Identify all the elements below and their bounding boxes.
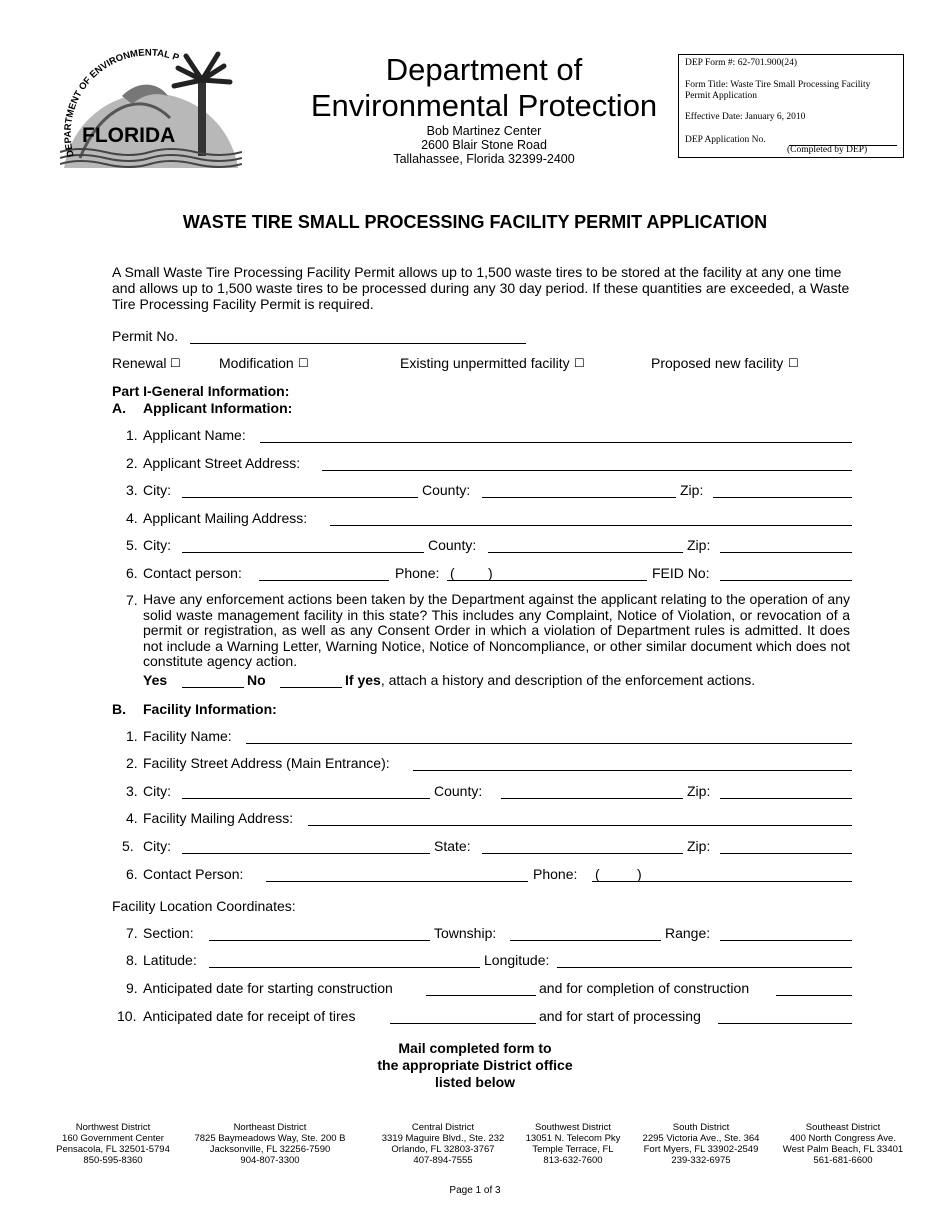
- applicant-street-label: Applicant Street Address:: [143, 455, 301, 471]
- dept-line2: Environmental Protection: [310, 88, 658, 123]
- dep-logo: [60, 48, 242, 170]
- section-a-letter: A.: [112, 400, 126, 416]
- department-address: [300, 124, 668, 166]
- existing-checkbox[interactable]: ☐: [574, 356, 585, 370]
- facility-contact-field[interactable]: [266, 881, 528, 882]
- phone-field[interactable]: [447, 580, 647, 581]
- section-field[interactable]: [209, 940, 430, 941]
- facility-phone-paren-open: (: [595, 866, 600, 882]
- item-number: 8.: [126, 952, 138, 968]
- applicant-name-field[interactable]: [260, 442, 852, 443]
- feid-field[interactable]: [720, 580, 852, 581]
- department-title: [300, 52, 668, 124]
- mailing-city-field[interactable]: [182, 552, 424, 553]
- addr-line3: Tallahassee, Florida 32399-2400: [393, 152, 575, 166]
- township-field[interactable]: [510, 940, 661, 941]
- district-city: West Palm Beach, FL 33401: [782, 1144, 904, 1155]
- mailing-zip-field[interactable]: [720, 552, 852, 553]
- facility-name-label: Facility Name:: [143, 728, 232, 744]
- applicant-zip-label: Zip:: [680, 482, 704, 498]
- item-number: 4.: [126, 510, 138, 526]
- mail-line3: listed below: [434, 1074, 516, 1090]
- district-name: Southeast District: [805, 1122, 881, 1133]
- district-southeast: [777, 1122, 909, 1166]
- start-processing-field[interactable]: [718, 1023, 852, 1024]
- district-city: Fort Myers, FL 33902-2549: [643, 1144, 759, 1155]
- mail-line2: the appropriate District office: [377, 1057, 573, 1073]
- facility-city-label: City:: [143, 783, 171, 799]
- district-city: Orlando, FL 32803-3767: [391, 1144, 495, 1155]
- district-address: 3319 Maguire Blvd., Ste. 232: [381, 1133, 505, 1144]
- addr-line1: Bob Martinez Center: [426, 124, 542, 138]
- facility-mailing-city-label: City:: [143, 838, 171, 854]
- longitude-label: Longitude:: [484, 952, 550, 968]
- district-name: Southwest District: [534, 1122, 612, 1133]
- yes-field[interactable]: [182, 687, 244, 688]
- mailing-zip-label: Zip:: [687, 537, 711, 553]
- latitude-label: Latitude:: [143, 952, 197, 968]
- page-title: WASTE TIRE SMALL PROCESSING FACILITY PERMIT APPLICATION: [182, 212, 768, 232]
- applicant-county-field[interactable]: [482, 497, 676, 498]
- section-a-heading: Applicant Information:: [143, 400, 293, 416]
- district-address: 7825 Baymeadows Way, Ste. 200 B: [194, 1133, 346, 1144]
- section-b-letter: B.: [112, 701, 126, 717]
- feid-label: FEID No:: [652, 565, 710, 581]
- if-yes-text: [345, 672, 755, 688]
- facility-mailing-field[interactable]: [308, 825, 852, 826]
- completion-field[interactable]: [776, 995, 852, 996]
- item-number: 2.: [126, 455, 138, 471]
- part1-heading: Part I-General Information:: [112, 383, 290, 399]
- item-number: 3.: [126, 482, 138, 498]
- facility-name-field[interactable]: [246, 743, 852, 744]
- enforcement-question: Have any enforcement actions been taken by the Department against the applicant relating to the operation of any solid waste management facility in this state? This includes any Complaint, Notice of Violation, or revocation of a permit or registration, as well as any Consent Order in which a violation of Department rules is admitted. It does not include a Warning Letter, Warning Notice, Notice of Noncompliance, or other similar document which does not constitute agency action.: [143, 591, 850, 669]
- phone-paren-close: ): [488, 565, 493, 581]
- facility-phone-paren-close: ): [637, 866, 642, 882]
- if-yes-rest: , attach a history and description of the enforcement actions.: [380, 672, 756, 688]
- phone-paren-open: (: [450, 565, 455, 581]
- page-number: Page 1 of 3: [449, 1185, 501, 1196]
- district-phone: 407-894-7555: [413, 1155, 473, 1166]
- district-city: Jacksonville, FL 32256-7590: [209, 1144, 331, 1155]
- latitude-field[interactable]: [209, 967, 480, 968]
- item-number: 7.: [126, 592, 138, 608]
- phone-label: Phone:: [395, 565, 440, 581]
- district-south: [631, 1122, 771, 1166]
- proposed-label: Proposed new facility: [651, 355, 784, 371]
- township-label: Township:: [434, 925, 497, 941]
- completion-label: and for completion of construction: [539, 980, 750, 996]
- existing-label: Existing unpermitted facility: [400, 355, 570, 371]
- range-label: Range:: [665, 925, 711, 941]
- start-construction-label: Anticipated date for starting construction: [143, 980, 393, 996]
- item-number: 2.: [126, 755, 138, 771]
- logo-state-text: FLORIDA: [82, 124, 176, 147]
- mail-instructions: [0, 1040, 950, 1091]
- district-address: 13051 N. Telecom Pky: [525, 1133, 621, 1144]
- renewal-checkbox[interactable]: ☐: [170, 356, 181, 370]
- logo-arc-text: DEPARTMENT OF ENVIRONMENTAL P: [62, 48, 181, 159]
- district-city: Temple Terrace, FL: [532, 1144, 614, 1155]
- form-title: Form Title: Waste Tire Small Processing Facility Permit Application: [685, 80, 871, 101]
- item-number: 1.: [126, 427, 138, 443]
- form-number: DEP Form #: 62-701.900(24): [685, 58, 798, 68]
- range-field[interactable]: [720, 940, 852, 941]
- permit-no-field[interactable]: [190, 343, 526, 344]
- facility-mailing-zip-label: Zip:: [687, 838, 711, 854]
- section-b-heading: Facility Information:: [143, 701, 277, 717]
- district-northwest: [43, 1122, 183, 1166]
- dep-application-no-label: DEP Application No.: [685, 135, 766, 145]
- facility-county-field[interactable]: [501, 798, 683, 799]
- district-name: Central District: [411, 1122, 475, 1133]
- facility-zip-field[interactable]: [720, 798, 852, 799]
- item-number: 10.: [117, 1008, 137, 1024]
- district-city: Pensacola, FL 32501-5794: [56, 1144, 170, 1155]
- item-number: 7.: [126, 925, 138, 941]
- form-info-box: [678, 54, 904, 158]
- item-number: 5.: [122, 838, 134, 854]
- facility-mailing-city-field[interactable]: [182, 853, 430, 854]
- mailing-county-field[interactable]: [488, 552, 683, 553]
- district-phone: 561-681-6600: [813, 1155, 873, 1166]
- applicant-county-label: County:: [422, 482, 471, 498]
- yes-label: Yes: [143, 672, 168, 688]
- applicant-mailing-label: Applicant Mailing Address:: [143, 510, 308, 526]
- receipt-tires-label: Anticipated date for receipt of tires: [143, 1008, 356, 1024]
- completed-by-dep: (Completed by DEP): [787, 145, 868, 155]
- effective-date: Effective Date: January 6, 2010: [685, 112, 806, 122]
- district-name: Northwest District: [75, 1122, 151, 1133]
- facility-phone-label: Phone:: [533, 866, 578, 882]
- contact-person-field[interactable]: [259, 580, 389, 581]
- section-label: Section:: [143, 925, 194, 941]
- district-name: South District: [672, 1122, 730, 1133]
- proposed-checkbox[interactable]: ☐: [788, 356, 799, 370]
- district-phone: 904-807-3300: [240, 1155, 300, 1166]
- applicant-street-field[interactable]: [322, 470, 852, 471]
- mailing-city-label: City:: [143, 537, 171, 553]
- district-phone: 850-595-8360: [83, 1155, 143, 1166]
- district-southwest: [513, 1122, 633, 1166]
- start-processing-label: and for start of processing: [539, 1008, 701, 1024]
- facility-street-label: Facility Street Address (Main Entrance):: [143, 755, 390, 771]
- mailing-county-label: County:: [428, 537, 477, 553]
- district-northeast: [188, 1122, 352, 1166]
- applicant-mailing-field[interactable]: [330, 525, 852, 526]
- district-address: 400 North Congress Ave.: [790, 1133, 896, 1144]
- receipt-tires-field[interactable]: [390, 1023, 536, 1024]
- item-number: 5.: [126, 537, 138, 553]
- dept-line1: Department of: [385, 52, 583, 87]
- facility-state-label: State:: [434, 838, 471, 854]
- district-phone: 813-632-7600: [543, 1155, 603, 1166]
- no-label: No: [247, 672, 266, 688]
- item-number: 6.: [126, 866, 138, 882]
- item-number: 6.: [126, 565, 138, 581]
- item-number: 9.: [126, 980, 138, 996]
- coordinates-heading: Facility Location Coordinates:: [112, 898, 296, 914]
- addr-line2: 2600 Blair Stone Road: [421, 138, 547, 152]
- facility-county-label: County:: [434, 783, 483, 799]
- modification-checkbox[interactable]: ☐: [298, 356, 309, 370]
- item-number: 4.: [126, 810, 138, 826]
- permit-no-label: Permit No.: [112, 328, 179, 344]
- facility-street-field[interactable]: [413, 770, 852, 771]
- facility-mailing-zip-field[interactable]: [720, 853, 852, 854]
- if-yes-bold: If yes: [345, 672, 381, 688]
- facility-zip-label: Zip:: [687, 783, 711, 799]
- district-central: [373, 1122, 513, 1166]
- facility-state-field[interactable]: [482, 853, 683, 854]
- applicant-city-label: City:: [143, 482, 171, 498]
- no-field[interactable]: [280, 687, 342, 688]
- applicant-name-label: Applicant Name:: [143, 427, 246, 443]
- renewal-label: Renewal: [112, 355, 167, 371]
- start-construction-field[interactable]: [426, 995, 536, 996]
- district-phone: 239-332-6975: [671, 1155, 731, 1166]
- district-name: Northeast District: [233, 1122, 307, 1133]
- applicant-zip-field[interactable]: [713, 497, 852, 498]
- mail-line1: Mail completed form to: [398, 1040, 552, 1056]
- contact-person-label: Contact person:: [143, 565, 242, 581]
- facility-city-field[interactable]: [182, 798, 430, 799]
- district-address: 160 Government Center: [62, 1133, 164, 1144]
- district-address: 2295 Victoria Ave., Ste. 364: [642, 1133, 760, 1144]
- item-number: 3.: [126, 783, 138, 799]
- intro-paragraph: A Small Waste Tire Processing Facility Permit allows up to 1,500 waste tires to be stored at the facility at any one time and allows up to 1,500 waste tires to be processed during any 30 day period. If these quantities are exceeded, a Waste Tire Processing Facility Permit is required.: [112, 264, 850, 312]
- item-number: 1.: [126, 728, 138, 744]
- facility-phone-field[interactable]: [592, 881, 852, 882]
- applicant-city-field[interactable]: [182, 497, 418, 498]
- facility-contact-label: Contact Person:: [143, 866, 244, 882]
- modification-label: Modification: [219, 355, 294, 371]
- facility-mailing-label: Facility Mailing Address:: [143, 810, 294, 826]
- longitude-field[interactable]: [557, 967, 852, 968]
